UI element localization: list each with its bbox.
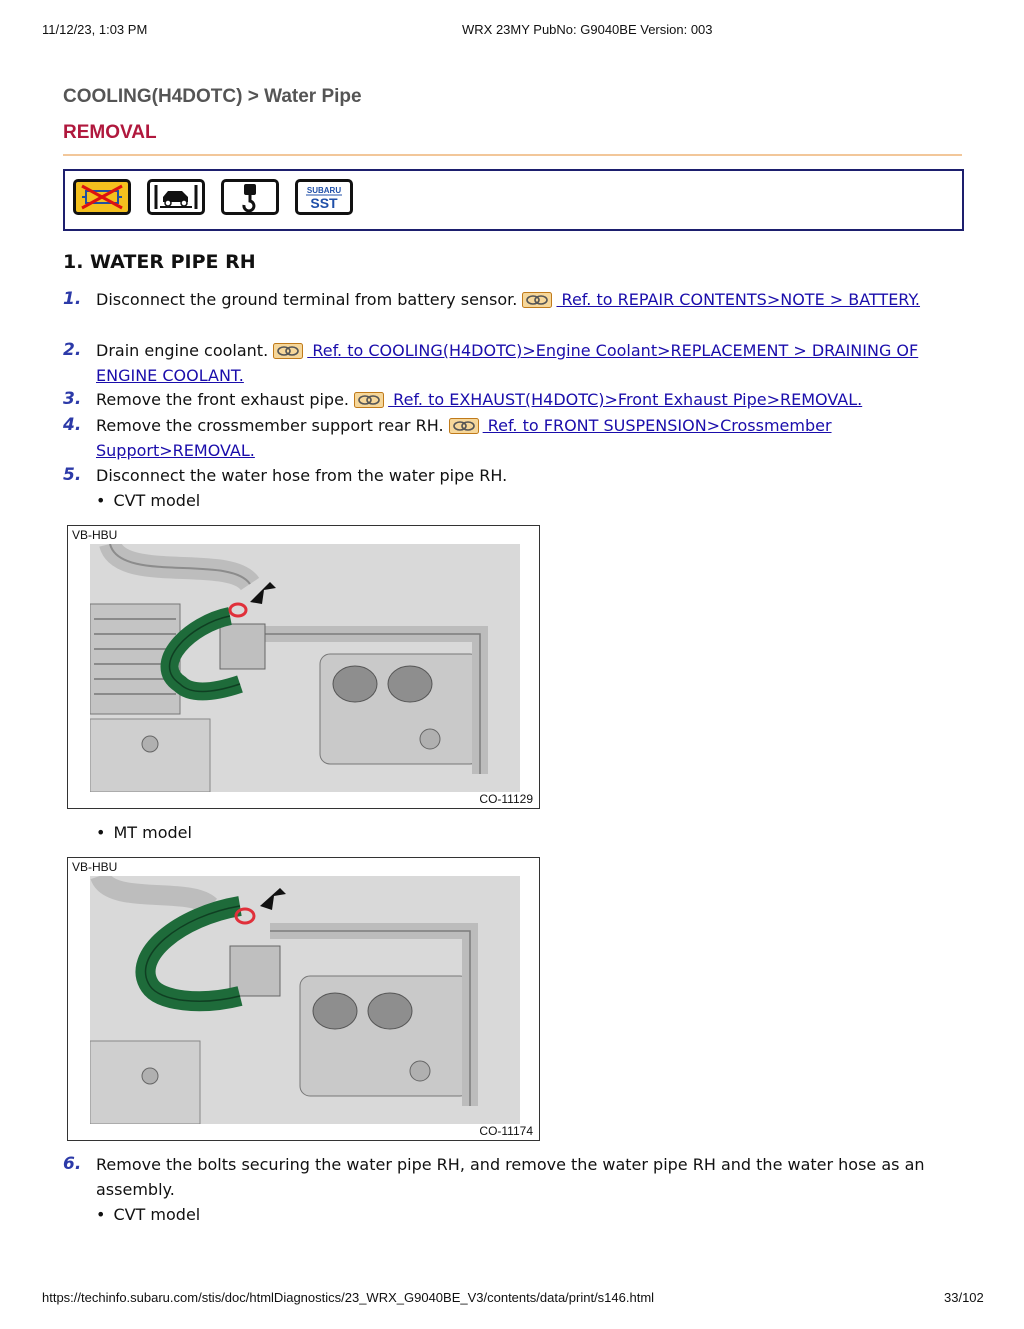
reference-link-icon [354,392,384,408]
hoist-hook-icon [221,179,279,215]
step-number: 6. [63,1154,82,1174]
figure-code: CO-11129 [479,792,533,806]
step-text: Drain engine coolant. [96,341,274,360]
engine-illustration [90,876,520,1124]
no-battery-icon [73,179,131,215]
figure-code: CO-11174 [479,1124,533,1138]
step-number: 3. [63,389,82,409]
reference-link-text: Ref. to EXHAUST(H4DOTC)>Front Exhaust Pipe>REMOVAL. [388,390,863,409]
reference-link-icon [449,418,479,434]
reference-link-battery[interactable] [522,290,920,309]
reference-link-icon [273,343,303,359]
tool-icon-bar [63,169,964,231]
list-item: • MT model [96,820,192,845]
step-text: Remove the bolts securing the water pipe RH, and remove the water pipe RH and the water hose as an assembly. [96,1155,925,1199]
reference-link-text: Ref. to FRONT SUSPENSION>Crossmember Support>REMOVAL. [96,416,832,460]
step-number: 2. [63,340,82,360]
list-item: • CVT model [96,1202,200,1227]
engine-illustration [90,544,520,792]
sst-icon-label-top: SUBARU [306,186,342,195]
figure-label: VB-HBU [72,528,118,542]
page-url: https://techinfo.subaru.com/stis/doc/htmlDiagnostics/23_WRX_G9040BE_V3/contents/data/print/s146.html [42,1290,655,1305]
print-datetime: 11/12/23, 1:03 PM [42,22,148,37]
illustration-mt-water-hose [67,857,540,1141]
step-text: Remove the front exhaust pipe. [96,390,355,409]
step-number: 1. [63,289,82,309]
illustration-cvt-water-hose [67,525,540,809]
publication-info: WRX 23MY PubNo: G9040BE Version: 003 [462,22,713,37]
section-divider [63,154,962,156]
sst-icon-label-bottom: SST [310,195,338,211]
reference-link-exhaust[interactable] [354,390,862,409]
procedure-heading: 1. WATER PIPE RH [63,251,256,273]
list-item: • CVT model [96,488,200,513]
section-title: REMOVAL [63,122,157,143]
reference-link-text: Ref. to COOLING(H4DOTC)>Engine Coolant>REPLACEMENT > DRAINING OF ENGINE COOLANT. [96,341,919,385]
lift-icon [147,179,205,215]
step-number: 5. [63,465,82,485]
page-number: 33/102 [944,1290,984,1305]
reference-link-icon [522,292,552,308]
step-text: Disconnect the ground terminal from battery sensor. [96,290,523,309]
breadcrumb: COOLING(H4DOTC) > Water Pipe [63,86,362,107]
step-text: Remove the crossmember support rear RH. [96,416,449,435]
step-number: 4. [63,415,82,435]
reference-link-text: Ref. to REPAIR CONTENTS>NOTE > BATTERY. [556,290,921,309]
subaru-sst-icon [295,179,353,215]
figure-label: VB-HBU [72,860,118,874]
step-text: Disconnect the water hose from the water pipe RH. [96,466,508,485]
